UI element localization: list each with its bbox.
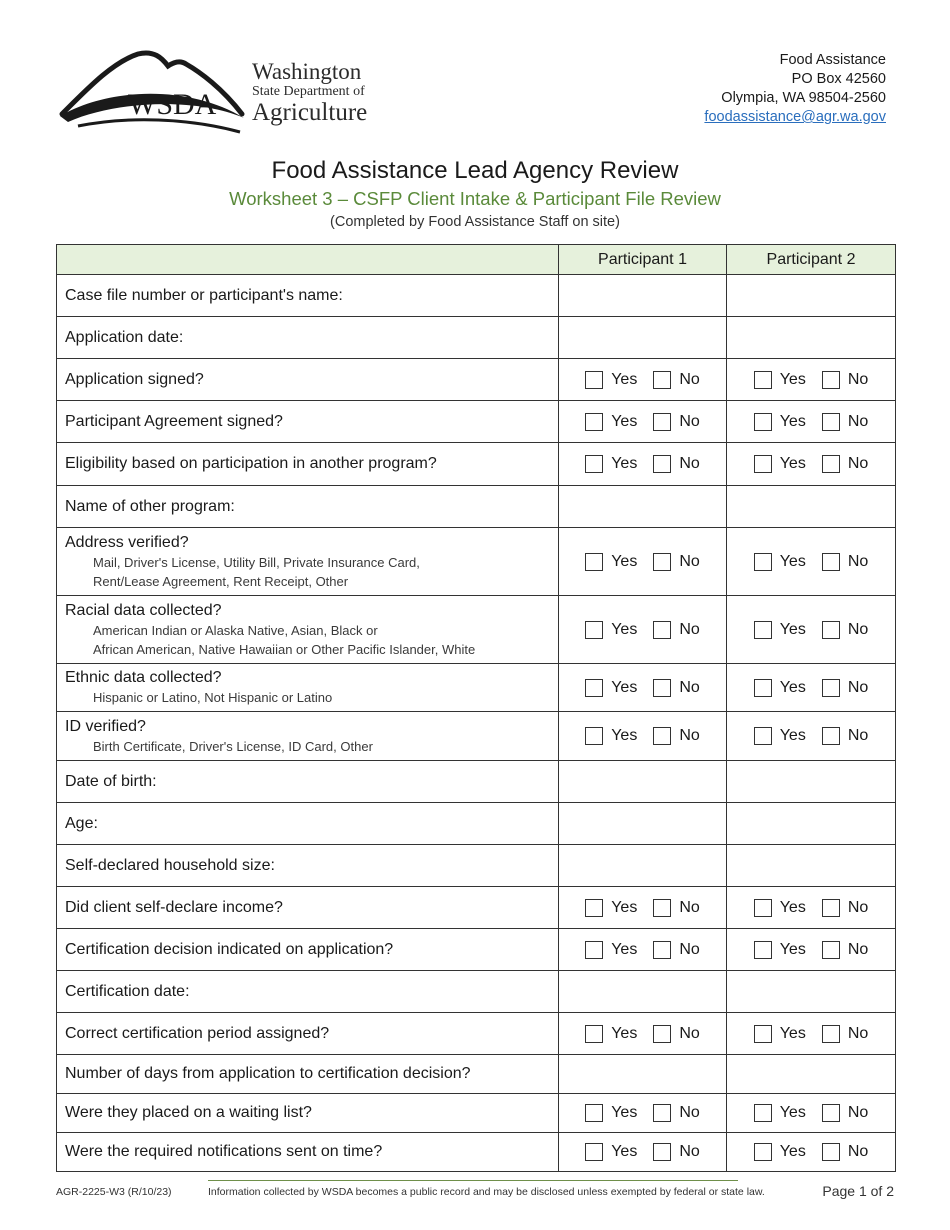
yes-no-group	[559, 941, 726, 959]
table-row	[57, 887, 896, 929]
contact-city: Olympia, WA 98504-2560	[721, 90, 886, 106]
yes-label: Yes	[611, 678, 638, 696]
table-row	[57, 845, 896, 887]
contact-email-link[interactable]: foodassistance@agr.wa.gov	[704, 109, 886, 125]
no-checkbox[interactable]	[653, 899, 671, 917]
table-row	[57, 1055, 896, 1094]
no-option	[653, 371, 699, 389]
logo-wordmark	[252, 60, 367, 126]
participant-1-cell	[559, 1133, 727, 1172]
no-label: No	[847, 412, 869, 430]
table-row	[57, 1133, 896, 1172]
participant-1-cell	[559, 887, 727, 929]
participant-2-cell	[727, 359, 896, 401]
contact-block	[704, 51, 886, 127]
row-label-cell	[57, 845, 559, 887]
no-label: No	[847, 898, 869, 916]
yes-checkbox[interactable]	[585, 621, 603, 639]
participant-1-cell	[559, 528, 727, 596]
yes-option	[585, 621, 637, 639]
participant-2-cell	[727, 596, 896, 664]
no-label: No	[679, 727, 700, 744]
header-label-cell	[57, 245, 559, 275]
participant-2-text-field[interactable]	[727, 486, 896, 528]
no-label: No	[847, 1143, 869, 1160]
row-label-cell	[57, 929, 559, 971]
table-row	[57, 443, 896, 486]
yes-checkbox[interactable]	[754, 1104, 772, 1122]
row-label: Correct certification period assigned?	[65, 1024, 330, 1042]
yes-no-group	[727, 1143, 895, 1161]
no-option	[822, 727, 868, 745]
table-row	[57, 761, 896, 803]
header-participant-1: Participant 1	[559, 245, 727, 275]
no-label: No	[847, 727, 869, 744]
yes-option	[585, 679, 637, 697]
participant-1-text-field[interactable]	[559, 845, 727, 887]
yes-no-group	[559, 413, 726, 431]
row-label: Were they placed on a waiting list?	[65, 1104, 312, 1121]
yes-option	[754, 679, 806, 697]
yes-no-group	[559, 727, 726, 745]
no-checkbox[interactable]	[653, 1104, 671, 1122]
table-row	[57, 596, 896, 664]
no-option	[653, 455, 699, 473]
participant-1-text-field[interactable]	[559, 317, 727, 359]
row-sublabel: American Indian or Alaska Native, Asian, Black or	[93, 622, 378, 638]
participant-2-text-field[interactable]	[727, 275, 896, 317]
participant-2-text-field[interactable]	[727, 971, 896, 1013]
participant-1-cell	[559, 443, 727, 486]
no-label: No	[847, 678, 869, 696]
yes-no-group	[559, 899, 726, 917]
no-checkbox[interactable]	[822, 679, 840, 697]
yes-option	[585, 553, 637, 571]
row-label: Did client self-declare income?	[65, 898, 283, 916]
yes-option	[754, 727, 806, 745]
contact-po-box: PO Box 42560	[791, 71, 886, 87]
logo-mark-text: WSDA	[128, 88, 217, 121]
participant-1-text-field[interactable]	[559, 1055, 727, 1094]
participant-1-text-field[interactable]	[559, 761, 727, 803]
no-option	[822, 455, 868, 473]
no-checkbox[interactable]	[653, 1025, 671, 1043]
yes-label: Yes	[611, 370, 638, 388]
row-label-cell	[57, 596, 559, 664]
table-row	[57, 929, 896, 971]
row-label: Self-declared household size:	[65, 856, 275, 874]
form-id: AGR-2225-W3 (R/10/23)	[56, 1186, 172, 1198]
yes-option	[754, 621, 806, 639]
row-label: Application signed?	[65, 370, 204, 388]
table-row	[57, 1094, 896, 1133]
participant-1-cell	[559, 664, 727, 712]
yes-option	[754, 1104, 806, 1122]
header-participant-2: Participant 2	[727, 245, 896, 275]
yes-checkbox[interactable]	[754, 1143, 772, 1161]
row-label-cell	[57, 528, 559, 596]
yes-option	[754, 941, 806, 959]
yes-no-group	[727, 553, 895, 571]
no-label: No	[679, 898, 700, 916]
no-option	[653, 899, 699, 917]
yes-label: Yes	[611, 940, 638, 958]
no-checkbox[interactable]	[822, 899, 840, 917]
no-option	[822, 1143, 868, 1161]
no-option	[653, 679, 699, 697]
participant-1-text-field[interactable]	[559, 803, 727, 845]
no-label: No	[679, 1143, 700, 1160]
participant-2-cell	[727, 528, 896, 596]
yes-option	[585, 455, 637, 473]
participant-2-cell	[727, 664, 896, 712]
yes-label: Yes	[779, 1104, 806, 1121]
no-option	[822, 1104, 868, 1122]
no-label: No	[679, 370, 700, 388]
no-label: No	[847, 620, 869, 638]
no-checkbox[interactable]	[653, 727, 671, 745]
yes-checkbox[interactable]	[754, 413, 772, 431]
yes-no-group	[727, 1025, 895, 1043]
yes-label: Yes	[779, 727, 806, 744]
yes-no-group	[559, 679, 726, 697]
participant-2-text-field[interactable]	[727, 317, 896, 359]
no-label: No	[847, 370, 869, 388]
no-checkbox[interactable]	[653, 371, 671, 389]
no-option	[653, 1025, 699, 1043]
participant-2-cell	[727, 1013, 896, 1055]
yes-no-group	[559, 455, 726, 473]
participant-2-text-field[interactable]	[727, 1055, 896, 1094]
no-label: No	[847, 940, 869, 958]
yes-label: Yes	[779, 1024, 806, 1042]
yes-option	[754, 413, 806, 431]
yes-label: Yes	[779, 940, 806, 958]
no-option	[653, 413, 699, 431]
yes-option	[585, 941, 637, 959]
participant-1-text-field[interactable]	[559, 486, 727, 528]
yes-no-group	[727, 455, 895, 473]
no-checkbox[interactable]	[822, 413, 840, 431]
participant-1-text-field[interactable]	[559, 971, 727, 1013]
participant-2-cell	[727, 443, 896, 486]
no-label: No	[679, 940, 700, 958]
yes-checkbox[interactable]	[754, 899, 772, 917]
yes-option	[754, 1143, 806, 1161]
no-label: No	[847, 1104, 869, 1121]
logo-line-3: Agriculture	[252, 99, 368, 126]
row-label-cell	[57, 275, 559, 317]
page-number: Page 1 of 2	[822, 1183, 894, 1199]
yes-checkbox[interactable]	[585, 941, 603, 959]
yes-no-group	[727, 413, 895, 431]
yes-no-group	[727, 679, 895, 697]
table-row	[57, 275, 896, 317]
no-label: No	[847, 1024, 869, 1042]
row-label: Name of other program:	[65, 497, 235, 515]
page-title: Food Assistance Lead Agency Review	[271, 157, 679, 184]
row-label-cell	[57, 401, 559, 443]
participant-2-cell	[727, 929, 896, 971]
participant-2-cell	[727, 712, 896, 761]
contact-org: Food Assistance	[779, 52, 886, 68]
no-option	[822, 1025, 868, 1043]
yes-checkbox[interactable]	[585, 1025, 603, 1043]
row-label: Date of birth:	[65, 772, 157, 790]
table-row	[57, 712, 896, 761]
row-label: Certification date:	[65, 982, 190, 1000]
participant-1-cell	[559, 1094, 727, 1133]
participant-2-cell	[727, 401, 896, 443]
row-label-cell	[57, 1055, 559, 1094]
yes-label: Yes	[779, 620, 806, 638]
row-label: Case file number or participant's name:	[65, 286, 343, 304]
no-label: No	[679, 678, 700, 696]
participant-2-cell	[727, 1133, 896, 1172]
yes-label: Yes	[611, 552, 638, 570]
yes-no-group	[727, 727, 895, 745]
yes-checkbox[interactable]	[754, 553, 772, 571]
row-label: Eligibility based on participation in another program?	[65, 455, 437, 472]
yes-label: Yes	[779, 552, 806, 570]
no-label: No	[679, 455, 700, 472]
row-label: Participant Agreement signed?	[65, 412, 283, 430]
yes-checkbox[interactable]	[754, 679, 772, 697]
footer-disclaimer: Information collected by WSDA becomes a public record and may be disclosed unless exempted by federal or state law.	[208, 1186, 765, 1198]
no-checkbox[interactable]	[822, 1104, 840, 1122]
yes-label: Yes	[611, 1143, 638, 1160]
yes-no-group	[727, 899, 895, 917]
row-label: Were the required notifications sent on time?	[65, 1143, 383, 1160]
no-option	[822, 553, 868, 571]
table-row	[57, 803, 896, 845]
row-label-cell	[57, 486, 559, 528]
row-sublabel: Birth Certificate, Driver's License, ID Card, Other	[93, 738, 373, 754]
no-checkbox[interactable]	[822, 941, 840, 959]
table-row	[57, 317, 896, 359]
no-checkbox[interactable]	[822, 455, 840, 473]
yes-label: Yes	[611, 898, 638, 916]
yes-no-group	[727, 371, 895, 389]
yes-option	[754, 553, 806, 571]
no-checkbox[interactable]	[653, 621, 671, 639]
page-note: (Completed by Food Assistance Staff on site)	[330, 214, 620, 230]
yes-no-group	[559, 371, 726, 389]
table-row	[57, 971, 896, 1013]
row-label-cell	[57, 1013, 559, 1055]
page-subtitle: Worksheet 3 – CSFP Client Intake & Participant File Review	[229, 188, 721, 209]
yes-checkbox[interactable]	[754, 1025, 772, 1043]
yes-checkbox[interactable]	[585, 413, 603, 431]
yes-checkbox[interactable]	[754, 455, 772, 473]
no-label: No	[679, 552, 700, 570]
yes-no-group	[559, 621, 726, 639]
yes-no-group	[727, 1104, 895, 1122]
yes-option	[585, 1025, 637, 1043]
participant-1-cell	[559, 596, 727, 664]
yes-label: Yes	[779, 678, 806, 696]
yes-option	[585, 727, 637, 745]
yes-label: Yes	[779, 1143, 806, 1160]
row-label-cell	[57, 359, 559, 401]
yes-label: Yes	[779, 455, 806, 472]
yes-no-group	[559, 1143, 726, 1161]
logo-line-1: Washington	[252, 59, 362, 84]
no-checkbox[interactable]	[822, 553, 840, 571]
yes-no-group	[559, 1104, 726, 1122]
row-sublabel: Mail, Driver's License, Utility Bill, Private Insurance Card,	[93, 554, 420, 570]
row-label: Racial data collected?	[65, 601, 222, 619]
no-option	[653, 941, 699, 959]
yes-option	[585, 413, 637, 431]
row-label-cell	[57, 712, 559, 761]
no-option	[653, 1143, 699, 1161]
table-row	[57, 359, 896, 401]
row-sublabel: Hispanic or Latino, Not Hispanic or Latino	[93, 690, 333, 705]
row-sublabel: Rent/Lease Agreement, Rent Receipt, Other	[93, 573, 349, 589]
yes-no-group	[559, 1025, 726, 1043]
no-label: No	[847, 455, 869, 472]
no-checkbox[interactable]	[822, 371, 840, 389]
no-label: No	[679, 412, 700, 430]
yes-checkbox[interactable]	[585, 1143, 603, 1161]
no-label: No	[679, 620, 700, 638]
row-label-cell	[57, 803, 559, 845]
yes-checkbox[interactable]	[585, 371, 603, 389]
no-option	[822, 413, 868, 431]
participant-1-text-field[interactable]	[559, 275, 727, 317]
no-checkbox[interactable]	[822, 621, 840, 639]
no-checkbox[interactable]	[822, 727, 840, 745]
yes-label: Yes	[779, 412, 806, 430]
yes-checkbox[interactable]	[585, 727, 603, 745]
row-label-cell	[57, 971, 559, 1013]
yes-label: Yes	[611, 620, 638, 638]
yes-option	[585, 371, 637, 389]
no-checkbox[interactable]	[822, 1025, 840, 1043]
participant-2-text-field[interactable]	[727, 803, 896, 845]
review-table	[56, 244, 896, 1172]
no-option	[653, 553, 699, 571]
no-label: No	[679, 1024, 700, 1042]
yes-no-group	[559, 553, 726, 571]
row-label-cell	[57, 317, 559, 359]
table-header-row	[57, 245, 896, 275]
yes-option	[585, 1143, 637, 1161]
row-label: Address verified?	[65, 533, 189, 551]
no-option	[822, 941, 868, 959]
no-checkbox[interactable]	[653, 1143, 671, 1161]
yes-no-group	[727, 941, 895, 959]
row-label-cell	[57, 1133, 559, 1172]
yes-checkbox[interactable]	[585, 679, 603, 697]
yes-checkbox[interactable]	[585, 899, 603, 917]
wsda-logo	[58, 48, 378, 134]
yes-no-group	[727, 621, 895, 639]
yes-option	[585, 899, 637, 917]
yes-option	[754, 899, 806, 917]
yes-label: Yes	[611, 1104, 638, 1121]
participant-1-cell	[559, 929, 727, 971]
no-option	[653, 621, 699, 639]
no-label: No	[847, 552, 869, 570]
yes-option	[754, 371, 806, 389]
yes-label: Yes	[611, 727, 638, 744]
row-sublabel: African American, Native Hawaiian or Other Pacific Islander, White	[93, 641, 476, 657]
table-row	[57, 401, 896, 443]
no-option	[653, 1104, 699, 1122]
row-label: Number of days from application to certification decision?	[65, 1065, 471, 1082]
no-checkbox[interactable]	[653, 455, 671, 473]
yes-checkbox[interactable]	[754, 371, 772, 389]
yes-label: Yes	[611, 412, 638, 430]
no-checkbox[interactable]	[822, 1143, 840, 1161]
no-option	[822, 621, 868, 639]
no-checkbox[interactable]	[653, 413, 671, 431]
no-checkbox[interactable]	[653, 679, 671, 697]
logo-line-2: State Department of	[252, 84, 365, 99]
row-label-cell	[57, 761, 559, 803]
participant-2-cell	[727, 887, 896, 929]
yes-option	[585, 1104, 637, 1122]
no-label: No	[679, 1104, 700, 1121]
participant-1-cell	[559, 1013, 727, 1055]
yes-checkbox[interactable]	[754, 621, 772, 639]
participant-1-cell	[559, 359, 727, 401]
table-row	[57, 664, 896, 712]
row-label-cell	[57, 1094, 559, 1133]
no-option	[822, 679, 868, 697]
no-option	[653, 727, 699, 745]
row-label: ID verified?	[65, 717, 146, 735]
yes-checkbox[interactable]	[585, 455, 603, 473]
yes-checkbox[interactable]	[585, 1104, 603, 1122]
footer-divider	[208, 1180, 738, 1181]
yes-label: Yes	[779, 898, 806, 916]
table-row	[57, 1013, 896, 1055]
table-row	[57, 528, 896, 596]
row-label-cell	[57, 887, 559, 929]
yes-option	[754, 455, 806, 473]
no-checkbox[interactable]	[653, 553, 671, 571]
participant-2-cell	[727, 1094, 896, 1133]
no-option	[822, 899, 868, 917]
no-option	[822, 371, 868, 389]
participant-1-cell	[559, 712, 727, 761]
yes-label: Yes	[611, 455, 638, 472]
row-label: Certification decision indicated on application?	[65, 940, 394, 958]
yes-label: Yes	[779, 370, 806, 388]
row-label-cell	[57, 664, 559, 712]
yes-label: Yes	[611, 1024, 638, 1042]
row-label: Application date:	[65, 328, 184, 346]
yes-checkbox[interactable]	[754, 941, 772, 959]
participant-1-cell	[559, 401, 727, 443]
yes-checkbox[interactable]	[754, 727, 772, 745]
row-label: Ethnic data collected?	[65, 669, 222, 686]
yes-option	[754, 1025, 806, 1043]
table-row	[57, 486, 896, 528]
row-label-cell	[57, 443, 559, 486]
participant-2-text-field[interactable]	[727, 845, 896, 887]
row-label: Age:	[65, 814, 98, 832]
participant-2-text-field[interactable]	[727, 761, 896, 803]
no-checkbox[interactable]	[653, 941, 671, 959]
yes-checkbox[interactable]	[585, 553, 603, 571]
title-block	[0, 156, 950, 232]
